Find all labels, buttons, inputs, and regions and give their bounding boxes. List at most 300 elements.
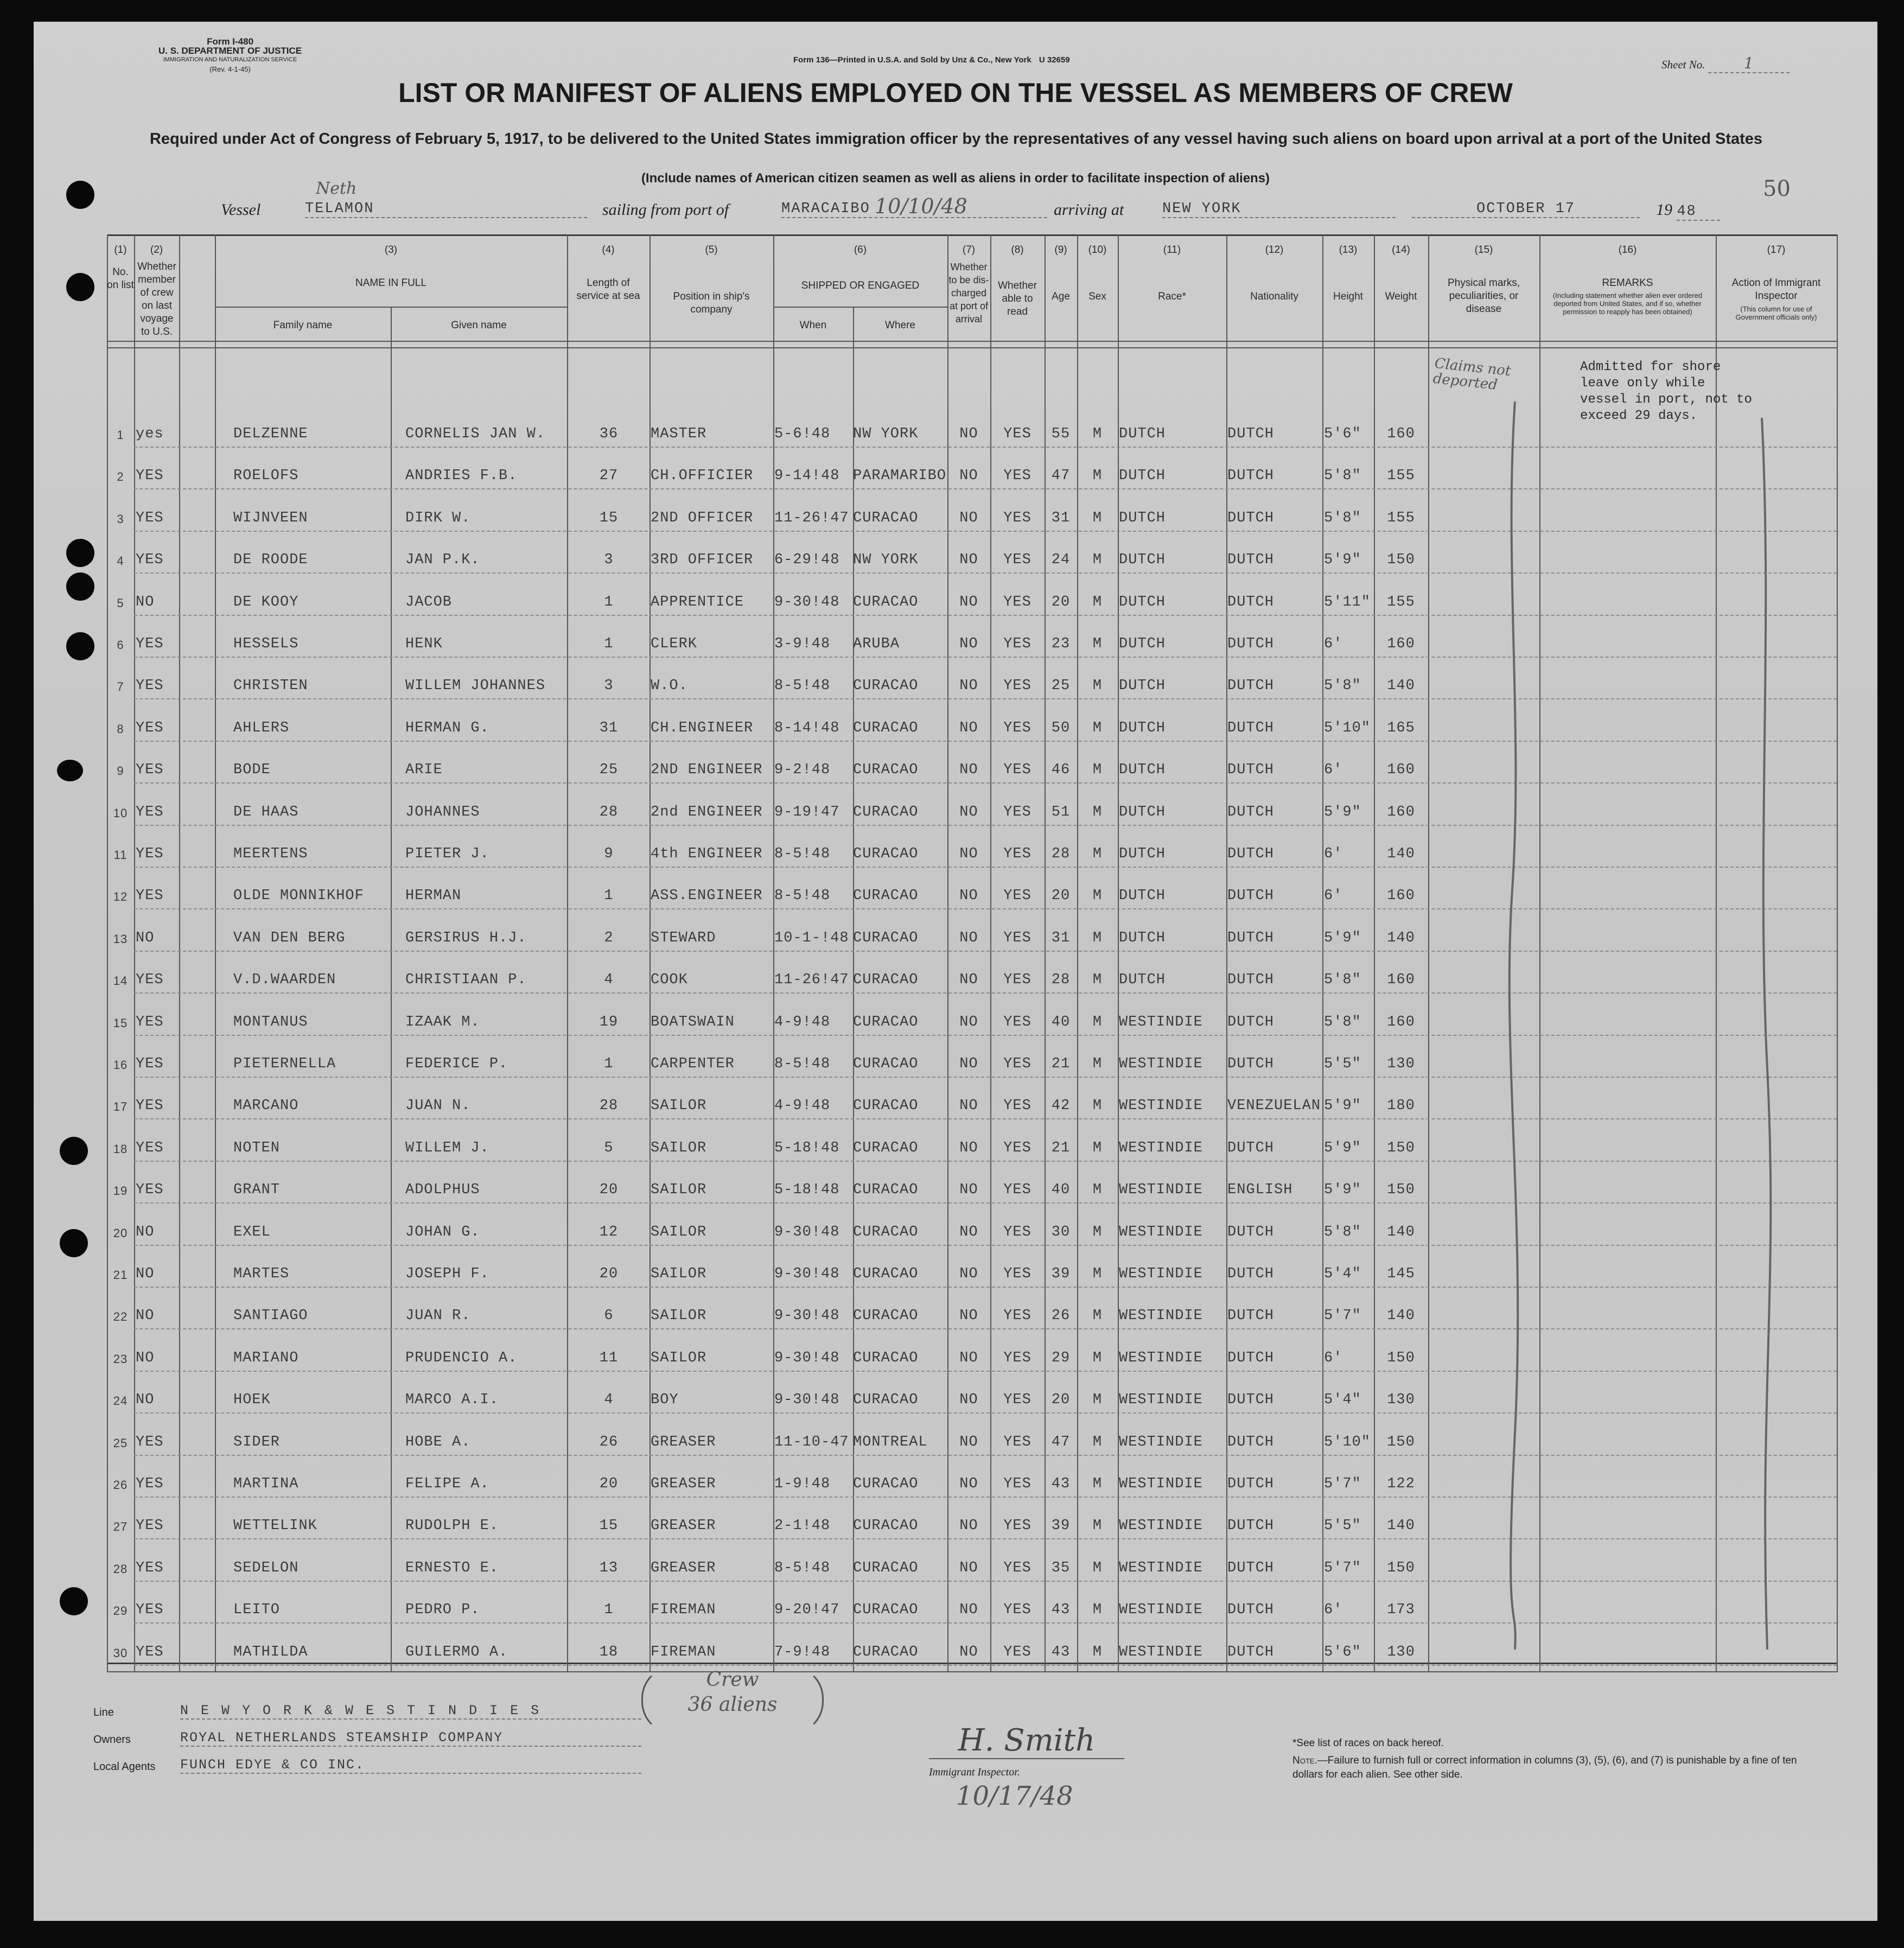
cell-prev: YES [136, 972, 164, 989]
col13-number: (13) [1339, 244, 1358, 256]
cell-age: 43 [1051, 1644, 1071, 1660]
cell-height: 5'5" [1324, 1518, 1361, 1535]
cell-where: ARUBA [853, 636, 900, 652]
owners-value: ROYAL NETHERLANDS STEAMSHIP COMPANY [180, 1730, 641, 1747]
cell-discharged: NO [959, 1182, 978, 1199]
cell-height: 6' [1324, 762, 1343, 779]
cell-weight: 130 [1387, 1644, 1415, 1660]
cell-given: PRUDENCIO A. [405, 1349, 518, 1366]
cell-height: 6' [1324, 1602, 1343, 1619]
cell-no: 24 [113, 1394, 128, 1408]
cell-prev: NO [136, 1224, 155, 1240]
row-rule [134, 572, 1837, 574]
row-rule [134, 1035, 1837, 1036]
cell-discharged: NO [959, 426, 978, 442]
row-rule [134, 531, 1837, 532]
cell-height: 5'7" [1324, 1476, 1361, 1492]
cell-sex: M [1092, 1098, 1103, 1115]
cell-nationality: DUTCH [1227, 1559, 1275, 1576]
cell-race: DUTCH [1119, 804, 1166, 820]
cell-where: CURACAO [853, 1139, 919, 1156]
cell-height: 5'9" [1324, 1182, 1361, 1199]
cell-discharged: NO [959, 888, 978, 905]
cell-read: YES [1003, 1014, 1031, 1030]
cell-where: NW YORK [853, 426, 919, 442]
note-label: Note. [1292, 1755, 1317, 1766]
cell-when: 2-1!48 [774, 1518, 831, 1535]
cell-sex: M [1092, 1602, 1103, 1619]
binder-hole [60, 1137, 88, 1165]
cell-nationality: DUTCH [1227, 636, 1275, 652]
cell-service: 25 [599, 762, 619, 779]
cell-weight: 150 [1387, 1559, 1415, 1576]
col3-label: NAME IN FULL [355, 277, 426, 289]
cell-prev: YES [136, 1559, 164, 1576]
cell-when: 9-14!48 [774, 468, 840, 485]
cell-service: 2 [604, 930, 614, 946]
row-rule [134, 1202, 1837, 1204]
cell-age: 47 [1051, 468, 1071, 485]
cell-age: 26 [1051, 1308, 1071, 1325]
cell-race: DUTCH [1119, 678, 1166, 695]
cell-prev: NO [136, 930, 155, 946]
cell-prev: YES [136, 804, 164, 820]
cell-prev: YES [136, 1182, 164, 1199]
cell-read: YES [1003, 1139, 1031, 1156]
cell-race: DUTCH [1119, 972, 1166, 989]
cell-sex: M [1092, 1349, 1103, 1366]
cell-race: DUTCH [1119, 426, 1166, 442]
cell-height: 5'9" [1324, 552, 1361, 569]
cell-race: WESTINDIE [1119, 1392, 1203, 1409]
cell-family: MATHILDA [233, 1644, 308, 1660]
cell-race: WESTINDIE [1119, 1014, 1203, 1030]
cell-given: GERSIRUS H.J. [405, 930, 527, 946]
cell-discharged: NO [959, 636, 978, 652]
cell-when: 8-5!48 [774, 1056, 831, 1072]
line-label: Line [93, 1707, 114, 1718]
cell-position: SAILOR [651, 1308, 707, 1325]
col3-number: (3) [384, 244, 398, 256]
cell-age: 39 [1051, 1518, 1071, 1535]
cell-given: HERMAN G. [405, 720, 489, 736]
cell-height: 5'4" [1324, 1266, 1361, 1282]
cell-sex: M [1092, 1392, 1103, 1409]
cell-height: 6' [1324, 636, 1343, 652]
cell-read: YES [1003, 1266, 1031, 1282]
row-rule [134, 1455, 1837, 1456]
cell-family: AHLERS [233, 720, 290, 736]
cell-discharged: NO [959, 510, 978, 526]
cell-height: 5'9" [1324, 930, 1361, 946]
cell-position: COOK [651, 972, 688, 989]
cell-sex: M [1092, 1434, 1103, 1450]
cell-prev: YES [136, 1014, 164, 1030]
cell-height: 5'6" [1324, 1644, 1361, 1660]
cell-when: 9-19!47 [774, 804, 840, 820]
cell-sex: M [1092, 1056, 1103, 1072]
cell-no: 10 [113, 806, 128, 820]
cell-sex: M [1092, 1182, 1103, 1199]
cell-no: 15 [113, 1016, 128, 1030]
cell-race: WESTINDIE [1119, 1518, 1203, 1535]
cell-service: 1 [604, 636, 614, 652]
vessel-label: Vessel [221, 201, 261, 219]
arriving-label: arriving at [1054, 201, 1124, 219]
cell-prev: YES [136, 720, 164, 736]
cell-sex: M [1092, 972, 1103, 989]
cell-height: 5'7" [1324, 1308, 1361, 1325]
cell-age: 40 [1051, 1182, 1071, 1199]
cell-given: CORNELIS JAN W. [405, 426, 546, 442]
cell-service: 20 [599, 1266, 619, 1282]
cell-age: 50 [1051, 720, 1071, 736]
cell-read: YES [1003, 1602, 1031, 1619]
cell-where: CURACAO [853, 762, 919, 779]
cell-race: DUTCH [1119, 762, 1166, 779]
cell-family: WETTELINK [233, 1518, 317, 1535]
cell-when: 5-18!48 [774, 1139, 840, 1156]
cell-service: 27 [599, 468, 619, 485]
cell-service: 1 [604, 1056, 614, 1072]
cell-no: 3 [117, 512, 124, 526]
cell-when: 9-30!48 [774, 1224, 840, 1240]
cell-where: CURACAO [853, 888, 919, 905]
cell-age: 55 [1051, 426, 1071, 442]
cell-sex: M [1092, 1139, 1103, 1156]
cell-weight: 155 [1387, 510, 1415, 526]
cell-weight: 140 [1387, 1518, 1415, 1535]
cell-family: DE KOOY [233, 594, 299, 610]
cell-position: FIREMAN [651, 1644, 716, 1660]
cell-prev: yes [136, 426, 164, 442]
col1-number: (1) [114, 244, 127, 256]
cell-discharged: NO [959, 846, 978, 862]
cell-height: 5'6" [1324, 426, 1361, 442]
vessel-name: TELAMON [305, 201, 587, 218]
cell-nationality: DUTCH [1227, 972, 1275, 989]
cell-no: 28 [113, 1562, 128, 1576]
col6-when-label: When [799, 320, 827, 331]
cell-where: CURACAO [853, 1476, 919, 1492]
cell-no: 2 [117, 470, 124, 484]
cell-where: CURACAO [853, 1644, 919, 1660]
row-rule [134, 1328, 1837, 1329]
cell-age: 23 [1051, 636, 1071, 652]
cell-age: 47 [1051, 1434, 1071, 1450]
cell-service: 1 [604, 594, 614, 610]
cell-read: YES [1003, 1224, 1031, 1240]
col12-number: (12) [1265, 244, 1284, 256]
cell-read: YES [1003, 1434, 1031, 1450]
cell-race: WESTINDIE [1119, 1224, 1203, 1240]
cell-weight: 155 [1387, 468, 1415, 485]
cell-sex: M [1092, 720, 1103, 736]
cell-height: 5'9" [1324, 804, 1361, 820]
row-rule [134, 1371, 1837, 1372]
agents-value: FUNCH EDYE & CO INC. [180, 1757, 641, 1774]
cell-read: YES [1003, 1559, 1031, 1576]
binder-hole [66, 273, 94, 301]
cell-where: CURACAO [853, 930, 919, 946]
row-rule [134, 741, 1837, 742]
cell-where: CURACAO [853, 1182, 919, 1199]
cell-family: MONTANUS [233, 1014, 308, 1030]
cell-nationality: DUTCH [1227, 1056, 1275, 1072]
cell-position: 2ND ENGINEER [651, 762, 763, 779]
cell-height: 6' [1324, 888, 1343, 905]
cell-sex: M [1092, 594, 1103, 610]
cell-discharged: NO [959, 1014, 978, 1030]
cell-family: DE ROODE [233, 552, 308, 569]
cell-nationality: DUTCH [1227, 1392, 1275, 1409]
cell-prev: YES [136, 1056, 164, 1072]
cell-nationality: DUTCH [1227, 720, 1275, 736]
cell-race: WESTINDIE [1119, 1182, 1203, 1199]
cell-height: 5'7" [1324, 1559, 1361, 1576]
col6-number: (6) [854, 244, 867, 256]
cell-weight: 140 [1387, 930, 1415, 946]
cell-nationality: ENGLISH [1227, 1182, 1293, 1199]
cell-no: 23 [113, 1352, 128, 1366]
cell-service: 3 [604, 678, 614, 695]
cell-family: HESSELS [233, 636, 299, 652]
cell-given: FEDERICE P. [405, 1056, 508, 1072]
cell-age: 20 [1051, 1392, 1071, 1409]
cell-no: 30 [113, 1646, 128, 1660]
cell-prev: YES [136, 1518, 164, 1535]
cell-service: 18 [599, 1644, 619, 1660]
arriving-port: NEW YORK [1162, 201, 1396, 218]
cell-discharged: NO [959, 1392, 978, 1409]
cell-read: YES [1003, 972, 1031, 989]
cell-read: YES [1003, 426, 1031, 442]
binder-hole [57, 760, 83, 781]
row-rule [134, 1245, 1837, 1246]
cell-sex: M [1092, 846, 1103, 862]
cell-when: 1-9!48 [774, 1476, 831, 1492]
col3-family-label: Family name [273, 320, 333, 331]
cell-no: 12 [113, 890, 128, 904]
cell-nationality: DUTCH [1227, 552, 1275, 569]
cell-nationality: DUTCH [1227, 1434, 1275, 1450]
cell-race: DUTCH [1119, 594, 1166, 610]
sheet-number: 1 [1708, 54, 1790, 73]
cell-race: DUTCH [1119, 552, 1166, 569]
cell-nationality: DUTCH [1227, 888, 1275, 905]
cell-prev: YES [136, 888, 164, 905]
col9-label: Age [1052, 291, 1070, 302]
col11-label: Race* [1158, 291, 1186, 302]
cell-service: 12 [599, 1224, 619, 1240]
ditto-line-physical [1499, 402, 1531, 1650]
cell-read: YES [1003, 1308, 1031, 1325]
cell-when: 10-1-!48 [774, 930, 849, 946]
cell-no: 1 [117, 428, 124, 442]
cell-no: 27 [113, 1520, 128, 1534]
cell-read: YES [1003, 804, 1031, 820]
cell-given: PEDRO P. [405, 1602, 480, 1619]
cell-sex: M [1092, 1476, 1103, 1492]
col4-number: (4) [602, 244, 615, 256]
binder-hole [66, 181, 94, 209]
crew-note-line2: 36 aliens [687, 1694, 778, 1716]
cell-position: 4th ENGINEER [651, 846, 763, 862]
cell-height: 5'8" [1324, 972, 1361, 989]
cell-position: CLERK [651, 636, 698, 652]
cell-read: YES [1003, 1056, 1031, 1072]
cell-where: PARAMARIBO [853, 468, 947, 485]
cell-read: YES [1003, 1349, 1031, 1366]
cell-age: 40 [1051, 1014, 1071, 1030]
cell-when: 5-6!48 [774, 426, 831, 442]
cell-position: GREASER [651, 1434, 716, 1450]
cell-family: BODE [233, 762, 271, 779]
cell-age: 20 [1051, 888, 1071, 905]
cell-weight: 150 [1387, 1349, 1415, 1366]
cell-weight: 140 [1387, 846, 1415, 862]
cell-height: 6' [1324, 1349, 1343, 1366]
cell-service: 15 [599, 1518, 619, 1535]
cell-prev: YES [136, 846, 164, 862]
col2-number: (2) [150, 244, 163, 256]
cell-read: YES [1003, 930, 1031, 946]
col15-label: Physical marks, peculiarities, or disease [1447, 277, 1520, 315]
cell-given: HOBE A. [405, 1434, 471, 1450]
cell-service: 28 [599, 1098, 619, 1115]
cell-weight: 180 [1387, 1098, 1415, 1115]
cell-family: MARTES [233, 1266, 290, 1282]
physical-marks-note: Claims not deported [1432, 355, 1512, 393]
cell-position: W.O. [651, 678, 688, 695]
cell-family: MARCANO [233, 1098, 299, 1115]
cell-race: DUTCH [1119, 846, 1166, 862]
cell-service: 20 [599, 1182, 619, 1199]
department: U. S. DEPARTMENT OF JUSTICE [158, 46, 302, 56]
cell-read: YES [1003, 1518, 1031, 1535]
col12-label: Nationality [1250, 291, 1298, 302]
cell-read: YES [1003, 1098, 1031, 1115]
cell-family: SIDER [233, 1434, 281, 1450]
line-value: N E W Y O R K & W E S T I N D I E S [180, 1703, 641, 1720]
cell-no: 18 [113, 1142, 128, 1156]
col16-number: (16) [1618, 244, 1637, 256]
cell-weight: 130 [1387, 1392, 1415, 1409]
row-rule [134, 447, 1837, 448]
cell-race: DUTCH [1119, 930, 1166, 946]
cell-nationality: DUTCH [1227, 468, 1275, 485]
col1-label: No. on list [107, 266, 134, 291]
cell-sex: M [1092, 468, 1103, 485]
sailing-date-note: 10/10/48 [875, 194, 967, 218]
cell-given: CHRISTIAAN P. [405, 972, 527, 989]
cell-weight: 140 [1387, 678, 1415, 695]
cell-weight: 150 [1387, 1139, 1415, 1156]
penalty-note [1292, 1754, 1808, 1782]
cell-nationality: DUTCH [1227, 1349, 1275, 1366]
ditto-line-action [1748, 418, 1781, 1650]
cell-position: CARPENTER [651, 1056, 735, 1072]
cell-height: 5'8" [1324, 1224, 1361, 1240]
cell-family: ROELOFS [233, 468, 299, 485]
cell-family: SANTIAGO [233, 1308, 308, 1325]
cell-nationality: DUTCH [1227, 594, 1275, 610]
row-rule [134, 867, 1837, 868]
cell-discharged: NO [959, 1602, 978, 1619]
cell-height: 5'8" [1324, 1014, 1361, 1030]
cell-age: 39 [1051, 1266, 1071, 1282]
cell-family: HOEK [233, 1392, 271, 1409]
cell-no: 8 [117, 722, 124, 736]
col10-number: (10) [1088, 244, 1107, 256]
cell-position: APPRENTICE [651, 594, 744, 610]
cell-discharged: NO [959, 720, 978, 736]
service-name: IMMIGRATION AND NATURALIZATION SERVICE [163, 56, 297, 63]
row-rule [134, 1622, 1837, 1624]
cell-height: 5'9" [1324, 1139, 1361, 1156]
cell-where: NW YORK [853, 552, 919, 569]
cell-race: WESTINDIE [1119, 1434, 1203, 1450]
cell-race: WESTINDIE [1119, 1098, 1203, 1115]
races-note: *See list of races on back hereof. [1292, 1737, 1444, 1749]
cell-prev: NO [136, 594, 155, 610]
col14-label: Weight [1385, 291, 1417, 302]
cell-discharged: NO [959, 1224, 978, 1240]
cell-position: ASS.ENGINEER [651, 888, 763, 905]
col15-number: (15) [1474, 244, 1493, 256]
cell-height: 5'4" [1324, 1392, 1361, 1409]
cell-when: 9-2!48 [774, 762, 831, 779]
cell-when: 9-30!48 [774, 1349, 840, 1366]
cell-age: 46 [1051, 762, 1071, 779]
col3-given-label: Given name [451, 320, 507, 331]
cell-service: 28 [599, 804, 619, 820]
cell-service: 15 [599, 510, 619, 526]
year-value: 48 [1677, 203, 1720, 221]
cell-height: 5'10" [1324, 1434, 1371, 1450]
cell-given: ADOLPHUS [405, 1182, 480, 1199]
cell-service: 20 [599, 1476, 619, 1492]
cell-weight: 165 [1387, 720, 1415, 736]
cell-sex: M [1092, 804, 1103, 820]
cell-no: 17 [113, 1100, 128, 1114]
row-rule [134, 1161, 1837, 1162]
crew-count-note [641, 1666, 824, 1734]
cell-read: YES [1003, 1644, 1031, 1660]
cell-race: DUTCH [1119, 888, 1166, 905]
cell-race: DUTCH [1119, 468, 1166, 485]
cell-family: VAN DEN BERG [233, 930, 346, 946]
cell-family: OLDE MONNIKHOF [233, 888, 364, 905]
cell-where: CURACAO [853, 720, 919, 736]
cell-discharged: NO [959, 1644, 978, 1660]
cell-nationality: DUTCH [1227, 1266, 1275, 1282]
row-rule [134, 1412, 1837, 1414]
cell-weight: 155 [1387, 594, 1415, 610]
cell-where: CURACAO [853, 972, 919, 989]
binder-hole [60, 1229, 88, 1257]
cell-nationality: DUTCH [1227, 1602, 1275, 1619]
cell-race: WESTINDIE [1119, 1644, 1203, 1660]
col16-sub: (Including statement whether alien ever ordered deported from United States, and if so, whether permission to reapply has been obtained) [1552, 291, 1703, 316]
cell-sex: M [1092, 762, 1103, 779]
cell-when: 6-29!48 [774, 552, 840, 569]
cell-race: DUTCH [1119, 636, 1166, 652]
cell-read: YES [1003, 1392, 1031, 1409]
row-rule [134, 908, 1837, 909]
col8-number: (8) [1011, 244, 1024, 256]
cell-when: 11-10-47 [774, 1434, 849, 1450]
